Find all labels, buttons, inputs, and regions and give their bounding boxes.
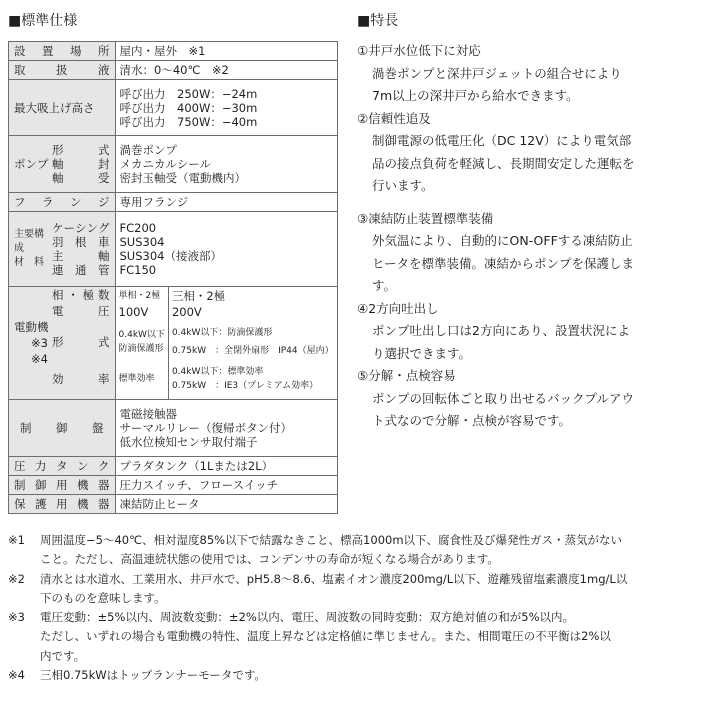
spec-row-tank <box>9 457 338 476</box>
feature-item <box>357 208 692 298</box>
feature-line: ポンプ吐出し口は2方向にあり、設置状況によ <box>372 323 630 338</box>
feature-line: ポンプの回転体ごと取り出せるバックプルアウ <box>372 390 635 406</box>
panel-label <box>9 400 116 457</box>
feature-line: ト式なので分解・点検が容易です。 <box>372 413 572 428</box>
spec-row-control <box>9 476 338 495</box>
motor-three-phase: 三相・2極 200V 0.4kW以下：防滴保護形 0.75kW ：全閉外扇形 IP44（屋内） 0.4kW以下：標準効率 0.75kW ：IE3（プレミアム効率） <box>168 287 337 400</box>
justified-label: 効 率 <box>52 372 110 386</box>
spec-heading: ■標準仕様 <box>8 13 78 29</box>
footnote-line: 内です。 <box>40 648 86 663</box>
pump-values: 渦巻ポンプ メカニカルシール 密封玉軸受（電動機内） <box>115 136 337 193</box>
feature-line: 渦巻ポンプと深井戸ジェットの組合せにより <box>372 65 622 81</box>
features-heading: ■特長 <box>357 13 399 29</box>
justified-label: 相 ・ 極 数 <box>52 288 110 302</box>
footnote-line: 電圧変動：±5%以内、周波数変動：±2%以内、電圧、周波数の同時変動：双方絶対値の和が5%以内。 <box>40 610 574 625</box>
feature-title: ①井戸水位低下に対応 <box>357 43 481 58</box>
spec-row-pump <box>9 136 338 193</box>
spec-row-flange <box>9 193 338 212</box>
tank-label <box>9 457 116 476</box>
motor-single-phase: 単相・2極 100V 0.4kW以下 防滴保護形 標準効率 <box>115 287 168 400</box>
footnote <box>8 570 696 609</box>
justified-label: 電 圧 <box>52 304 110 318</box>
feature-item <box>357 108 692 198</box>
spec-row-head <box>9 80 338 136</box>
spec-row-install <box>9 42 338 61</box>
justified-label: 圧 力 タ ン ク <box>14 459 110 473</box>
feature-title: ③凍結防止装置標準装備 <box>357 210 494 226</box>
spec-row-protect <box>9 495 338 514</box>
footnotes <box>8 531 696 685</box>
liquid-value: 清水：0～40℃ ※2 <box>115 61 337 80</box>
footnote-line: 下のものを意味します。 <box>40 590 166 605</box>
justified-label: 保 護 用 機 器 <box>14 497 110 511</box>
spec-row-liquid <box>9 61 338 80</box>
footnote-line: 三相0.75kWはトップランナーモータです。 <box>40 668 266 683</box>
footnote <box>8 531 696 570</box>
liquid-label <box>9 61 116 80</box>
justified-label: 軸 受 <box>52 171 110 185</box>
protect-value: 凍結防止ヒータ <box>115 495 337 514</box>
material-values: FC200 SUS304 SUS304（接液部） FC150 <box>115 212 337 287</box>
justified-label: 設 置 場 所 <box>14 44 110 58</box>
justified-label: 軸 封 <box>52 157 110 171</box>
feature-line: 品の接点負荷を軽減し、長期間安定した運転を <box>372 155 635 171</box>
justified-label: 取 扱 液 <box>14 63 110 77</box>
control-label <box>9 476 116 495</box>
footnote-mark: ※2 <box>8 571 25 586</box>
feature-line: ヒータを標準装備。凍結からポンプを保護しま <box>372 255 635 271</box>
features-list <box>357 40 692 433</box>
feature-line: す。 <box>372 278 397 293</box>
flange-value: 専用フランジ <box>115 193 337 212</box>
spec-row-motor <box>9 287 338 400</box>
motor-label: 電動機 ※3 ※4 相 ・ 極 数 電 圧 形 式 効 率 <box>9 287 116 400</box>
control-value: 圧力スイッチ、フロースイッチ <box>115 476 337 495</box>
feature-line: 制御電源の低電圧化（DC 12V）により電気部 <box>372 133 632 148</box>
install-value: 屋内・屋外 ※1 <box>115 42 337 61</box>
feature-title: ④2方向吐出し <box>357 300 439 316</box>
head-label: 最大吸上げ高さ <box>9 80 116 136</box>
footnote-line: 清水とは水道水、工業用水、井戸水で、pH5.8～8.6、塩素イオン濃度200mg/L以下、遊離残留塩素濃度1mg/L以 <box>40 571 628 586</box>
justified-label: 制 御 盤 <box>20 421 104 435</box>
footnote-line: こと。ただし、高温連続状態の使用では、コンデンサの寿命が短くなる場合があります。 <box>40 552 499 567</box>
justified-label: 羽 根 車 <box>52 235 110 249</box>
spec-row-panel <box>9 400 338 457</box>
justified-label: ケ ー シ ン グ <box>52 221 110 235</box>
feature-item <box>357 40 692 108</box>
protect-label <box>9 495 116 514</box>
footnote-line: ただし、いずれの場合も電動機の特性、温度上昇などは定格値に準じません。また、相間電圧の不平衡は2%以 <box>40 629 611 644</box>
feature-title: ⑤分解・点検容易 <box>357 368 456 383</box>
head-values: 呼び出力 250W：−24m 呼び出力 400W：−30m 呼び出力 750W：−40m <box>115 80 337 136</box>
tank-value: プラダタンク（1Lまたは2L） <box>115 457 337 476</box>
footnote-mark: ※4 <box>8 668 25 683</box>
footnote <box>8 608 696 666</box>
justified-label: 形 式 <box>52 335 110 349</box>
spec-row-material <box>9 212 338 287</box>
feature-line: 外気温により、自動的にON-OFFする凍結防止 <box>372 233 633 248</box>
panel-values: 電磁接触器 サーマルリレー（復帰ボタン付） 低水位検知センサ取付端子 <box>115 400 337 457</box>
justified-label: 連 通 管 <box>52 263 110 277</box>
footnote-mark: ※3 <box>8 610 25 625</box>
footnote <box>8 666 696 685</box>
justified-label: フ ラ ン ジ <box>14 195 110 209</box>
feature-item <box>357 298 692 366</box>
justified-label: 主 軸 <box>52 249 110 263</box>
feature-item <box>357 365 692 433</box>
footnote-mark: ※1 <box>8 533 25 547</box>
feature-line: 行います。 <box>372 178 434 193</box>
footnote-line: 周囲温度−5～40℃、相対湿度85%以下で結露なきこと、標高1000m以下、腐食性及び爆発性ガス・蒸気がない <box>40 533 623 547</box>
feature-line: り選択できます。 <box>372 345 472 361</box>
install-label <box>9 42 116 61</box>
spec-table <box>8 41 338 514</box>
feature-title: ②信頼性追及 <box>357 110 431 126</box>
material-label: 主要構成 材 料 ケ ー シ ン グ 羽 根 車 主 軸 連 通 管 <box>9 212 116 287</box>
flange-label <box>9 193 116 212</box>
justified-label: 制 御 用 機 器 <box>14 478 110 492</box>
pump-label: ポンプ 形 式 軸 封 軸 受 <box>9 136 116 193</box>
feature-line: 7m以上の深井戸から給水できます。 <box>372 88 579 103</box>
justified-label: 形 式 <box>52 143 110 157</box>
